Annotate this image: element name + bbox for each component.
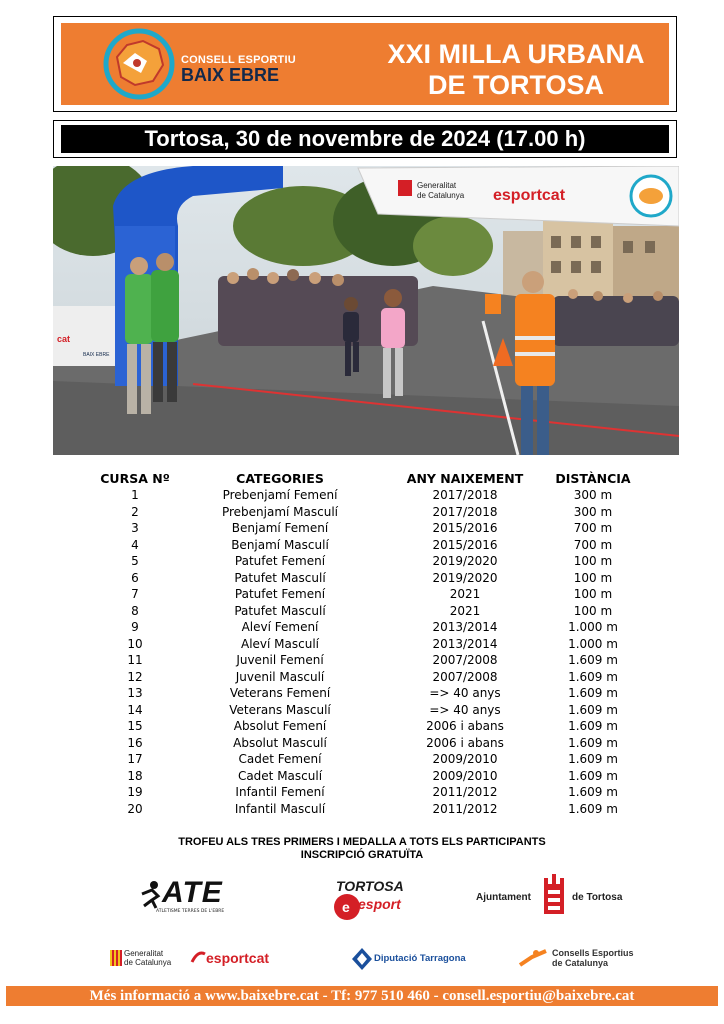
de-tortosa-text: de Tortosa [572, 892, 623, 903]
table-row [90, 553, 636, 570]
table-row [90, 669, 636, 686]
prize-notes [0, 836, 724, 862]
consells-text [552, 948, 634, 968]
table-row [90, 487, 636, 504]
cell-category: Veterans Masculí [229, 702, 331, 717]
cell-distance: 100 m [573, 554, 613, 569]
cell-race-number: 17 [127, 752, 143, 767]
cell-race-number: 12 [127, 669, 143, 684]
cell-race-number: 10 [127, 636, 143, 651]
diputacio-tarragona-logo [352, 946, 472, 972]
ajuntament-tortosa-logo [476, 872, 626, 922]
table-row [90, 504, 636, 521]
cell-birth-year: 2013/2014 [432, 636, 498, 651]
cell-birth-year: 2006 i abans [426, 719, 504, 734]
castle-crest-icon [540, 874, 568, 918]
contact-info-bar: Més informació a www.baixebre.cat - Tf: 977 510 460 - consell.esportiu@baixebre.cat [6, 986, 718, 1006]
svg-text:cat: cat [57, 334, 71, 344]
cell-birth-year: 2007/2008 [432, 669, 498, 684]
svg-text:de Catalunya: de Catalunya [417, 191, 465, 200]
race-photo-image [53, 166, 679, 455]
cell-category: Patufet Femení [234, 554, 326, 569]
table-header-row [90, 469, 636, 487]
generalitat-flag-icon [110, 950, 122, 966]
tortosa-esport-logo [330, 878, 410, 924]
cell-distance: 1.000 m [568, 620, 618, 635]
cell-distance: 100 m [573, 587, 613, 602]
cell-race-number: 5 [131, 554, 139, 569]
cell-race-number: 18 [127, 768, 143, 783]
generalitat-text [124, 949, 171, 967]
diputacio-text: Diputació Tarragona [374, 953, 466, 964]
table-row [90, 586, 636, 603]
cell-birth-year: => 40 anys [429, 686, 501, 701]
cell-distance: 300 m [573, 504, 613, 519]
consells-esportius-logo [518, 945, 648, 973]
baix-ebre-map-icon [103, 27, 175, 101]
event-title [361, 39, 671, 101]
cell-race-number: 13 [127, 686, 143, 701]
cell-category: Cadet Femení [238, 752, 322, 767]
event-title-line1: XXI MILLA URBANA [387, 39, 645, 69]
cell-category: Aleví Femení [241, 620, 319, 635]
cell-race-number: 7 [131, 587, 139, 602]
cell-category: Absolut Masculí [233, 735, 327, 750]
free-registration-line: INSCRIPCIÓ GRATUÏTA [300, 849, 424, 861]
cell-category: Absolut Femení [233, 719, 327, 734]
cell-distance: 1.609 m [568, 735, 618, 750]
event-date: Tortosa, 30 de novembre de 2024 (17.00 h) [61, 125, 669, 153]
cell-race-number: 4 [131, 537, 139, 552]
cell-category: Patufet Femení [234, 587, 326, 602]
cell-birth-year: 2011/2012 [432, 785, 498, 800]
cell-race-number: 2 [131, 504, 139, 519]
cell-birth-year: 2013/2014 [432, 620, 498, 635]
cell-distance: 100 m [573, 603, 613, 618]
cell-race-number: 9 [131, 620, 139, 635]
cell-distance: 300 m [573, 488, 613, 503]
side-banner-baix-ebre: BAIX EBRE [83, 352, 110, 358]
consells-runner-icon [518, 947, 548, 971]
cell-race-number: 19 [127, 785, 143, 800]
consell-esportiu-logo [103, 27, 303, 105]
cell-birth-year: 2009/2010 [432, 768, 498, 783]
tortosa-esport-word: esport [358, 896, 401, 912]
table-row [90, 801, 636, 818]
ajuntament-text: Ajuntament [476, 892, 531, 903]
cell-category: Infantil Masculí [234, 801, 326, 816]
table-row [90, 685, 636, 702]
cell-distance: 1.609 m [568, 768, 618, 783]
cell-category: Aleví Masculí [240, 636, 319, 651]
table-row [90, 619, 636, 636]
cell-birth-year: 2017/2018 [432, 504, 498, 519]
cell-category: Patufet Masculí [234, 603, 326, 618]
consells-line1: Consells Esportius [552, 948, 634, 958]
race-photo [53, 166, 679, 455]
cell-birth-year: 2021 [449, 587, 481, 602]
cell-category: Patufet Masculí [234, 570, 326, 585]
org-line1: CONSELL ESPORTIU [181, 54, 296, 66]
cell-category: Infantil Femení [235, 785, 325, 800]
race-categories-table [90, 469, 636, 817]
cell-race-number: 8 [131, 603, 139, 618]
cell-birth-year: 2007/2008 [432, 653, 498, 668]
cell-race-number: 3 [131, 521, 139, 536]
date-banner [53, 120, 677, 158]
table-row [90, 718, 636, 735]
header-birth-year: ANY NAIXEMENT [406, 470, 524, 486]
cell-birth-year: 2011/2012 [432, 801, 498, 816]
cell-race-number: 15 [127, 719, 143, 734]
table-row [90, 784, 636, 801]
header-orange-panel [61, 23, 669, 105]
table-row [90, 768, 636, 785]
cell-category: Prebenjamí Femení [222, 488, 338, 503]
esportcat-text: esportcat [206, 950, 270, 966]
cell-category: Prebenjamí Masculí [221, 504, 339, 519]
cell-distance: 1.609 m [568, 686, 618, 701]
table-row [90, 751, 636, 768]
esportcat-swoosh-icon [190, 950, 206, 966]
table-row [90, 636, 636, 653]
cell-birth-year: 2021 [449, 603, 481, 618]
diputacio-emblem-icon [352, 948, 372, 970]
cell-category: Cadet Masculí [237, 768, 323, 783]
cell-race-number: 6 [131, 570, 139, 585]
cell-race-number: 11 [127, 653, 143, 668]
cell-category: Veterans Femení [229, 686, 331, 701]
generalitat-line1: Generalitat [124, 949, 164, 958]
cell-category: Benjamí Femení [231, 521, 329, 536]
cell-birth-year: => 40 anys [429, 702, 501, 717]
cell-birth-year: 2015/2016 [432, 537, 498, 552]
cell-birth-year: 2009/2010 [432, 752, 498, 767]
event-title-line2: DE TORTOSA [427, 70, 605, 100]
ate-name: ATE [162, 876, 223, 909]
consells-line2: de Catalunya [552, 958, 609, 968]
cell-distance: 1.609 m [568, 653, 618, 668]
cell-race-number: 14 [127, 702, 143, 717]
generalitat-line2: de Catalunya [124, 958, 172, 967]
cell-distance: 1.609 m [568, 669, 618, 684]
banner-generalitat: Generalitat [417, 181, 457, 190]
cell-category: Juvenil Masculí [235, 669, 325, 684]
cell-birth-year: 2006 i abans [426, 735, 504, 750]
cell-distance: 100 m [573, 570, 613, 585]
cell-distance: 1.609 m [568, 801, 618, 816]
tortosa-word: TORTOSA [336, 878, 404, 894]
cell-race-number: 20 [127, 801, 143, 816]
cell-distance: 1.609 m [568, 702, 618, 717]
cell-category: Juvenil Femení [236, 653, 324, 668]
cell-birth-year: 2019/2020 [432, 554, 498, 569]
runner-icon [138, 880, 164, 910]
ate-subtitle: ATLETISME TERRES DE L'EBRE [156, 909, 225, 914]
cell-race-number: 1 [131, 488, 139, 503]
cell-birth-year: 2017/2018 [432, 488, 498, 503]
svg-text:e: e [342, 899, 350, 915]
table-row [90, 603, 636, 620]
ate-logo [138, 876, 234, 918]
cell-birth-year: 2019/2020 [432, 570, 498, 585]
trophy-line: TROFEU ALS TRES PRIMERS I MEDALLA A TOTS ELS PARTICIPANTS [178, 836, 546, 848]
table-row [90, 570, 636, 587]
cell-distance: 700 m [573, 537, 613, 552]
table-row [90, 652, 636, 669]
banner-esportcat: esportcat [493, 187, 566, 204]
cell-distance: 1.609 m [568, 752, 618, 767]
table-row [90, 537, 636, 554]
header-distance: DISTÀNCIA [555, 470, 631, 486]
cell-distance: 1.609 m [568, 785, 618, 800]
cell-birth-year: 2015/2016 [432, 521, 498, 536]
table-row [90, 735, 636, 752]
generalitat-esportcat-logo [110, 947, 280, 971]
header-race-number: CURSA Nº [100, 470, 170, 486]
table-row [90, 702, 636, 719]
org-line2: BAIX EBRE [181, 65, 280, 85]
header-banner [53, 16, 677, 112]
cell-distance: 700 m [573, 521, 613, 536]
table-row [90, 520, 636, 537]
header-categories: CATEGORIES [236, 470, 324, 486]
cell-race-number: 16 [127, 735, 143, 750]
cell-category: Benjamí Masculí [231, 537, 329, 552]
cell-distance: 1.000 m [568, 636, 618, 651]
cell-distance: 1.609 m [568, 719, 618, 734]
